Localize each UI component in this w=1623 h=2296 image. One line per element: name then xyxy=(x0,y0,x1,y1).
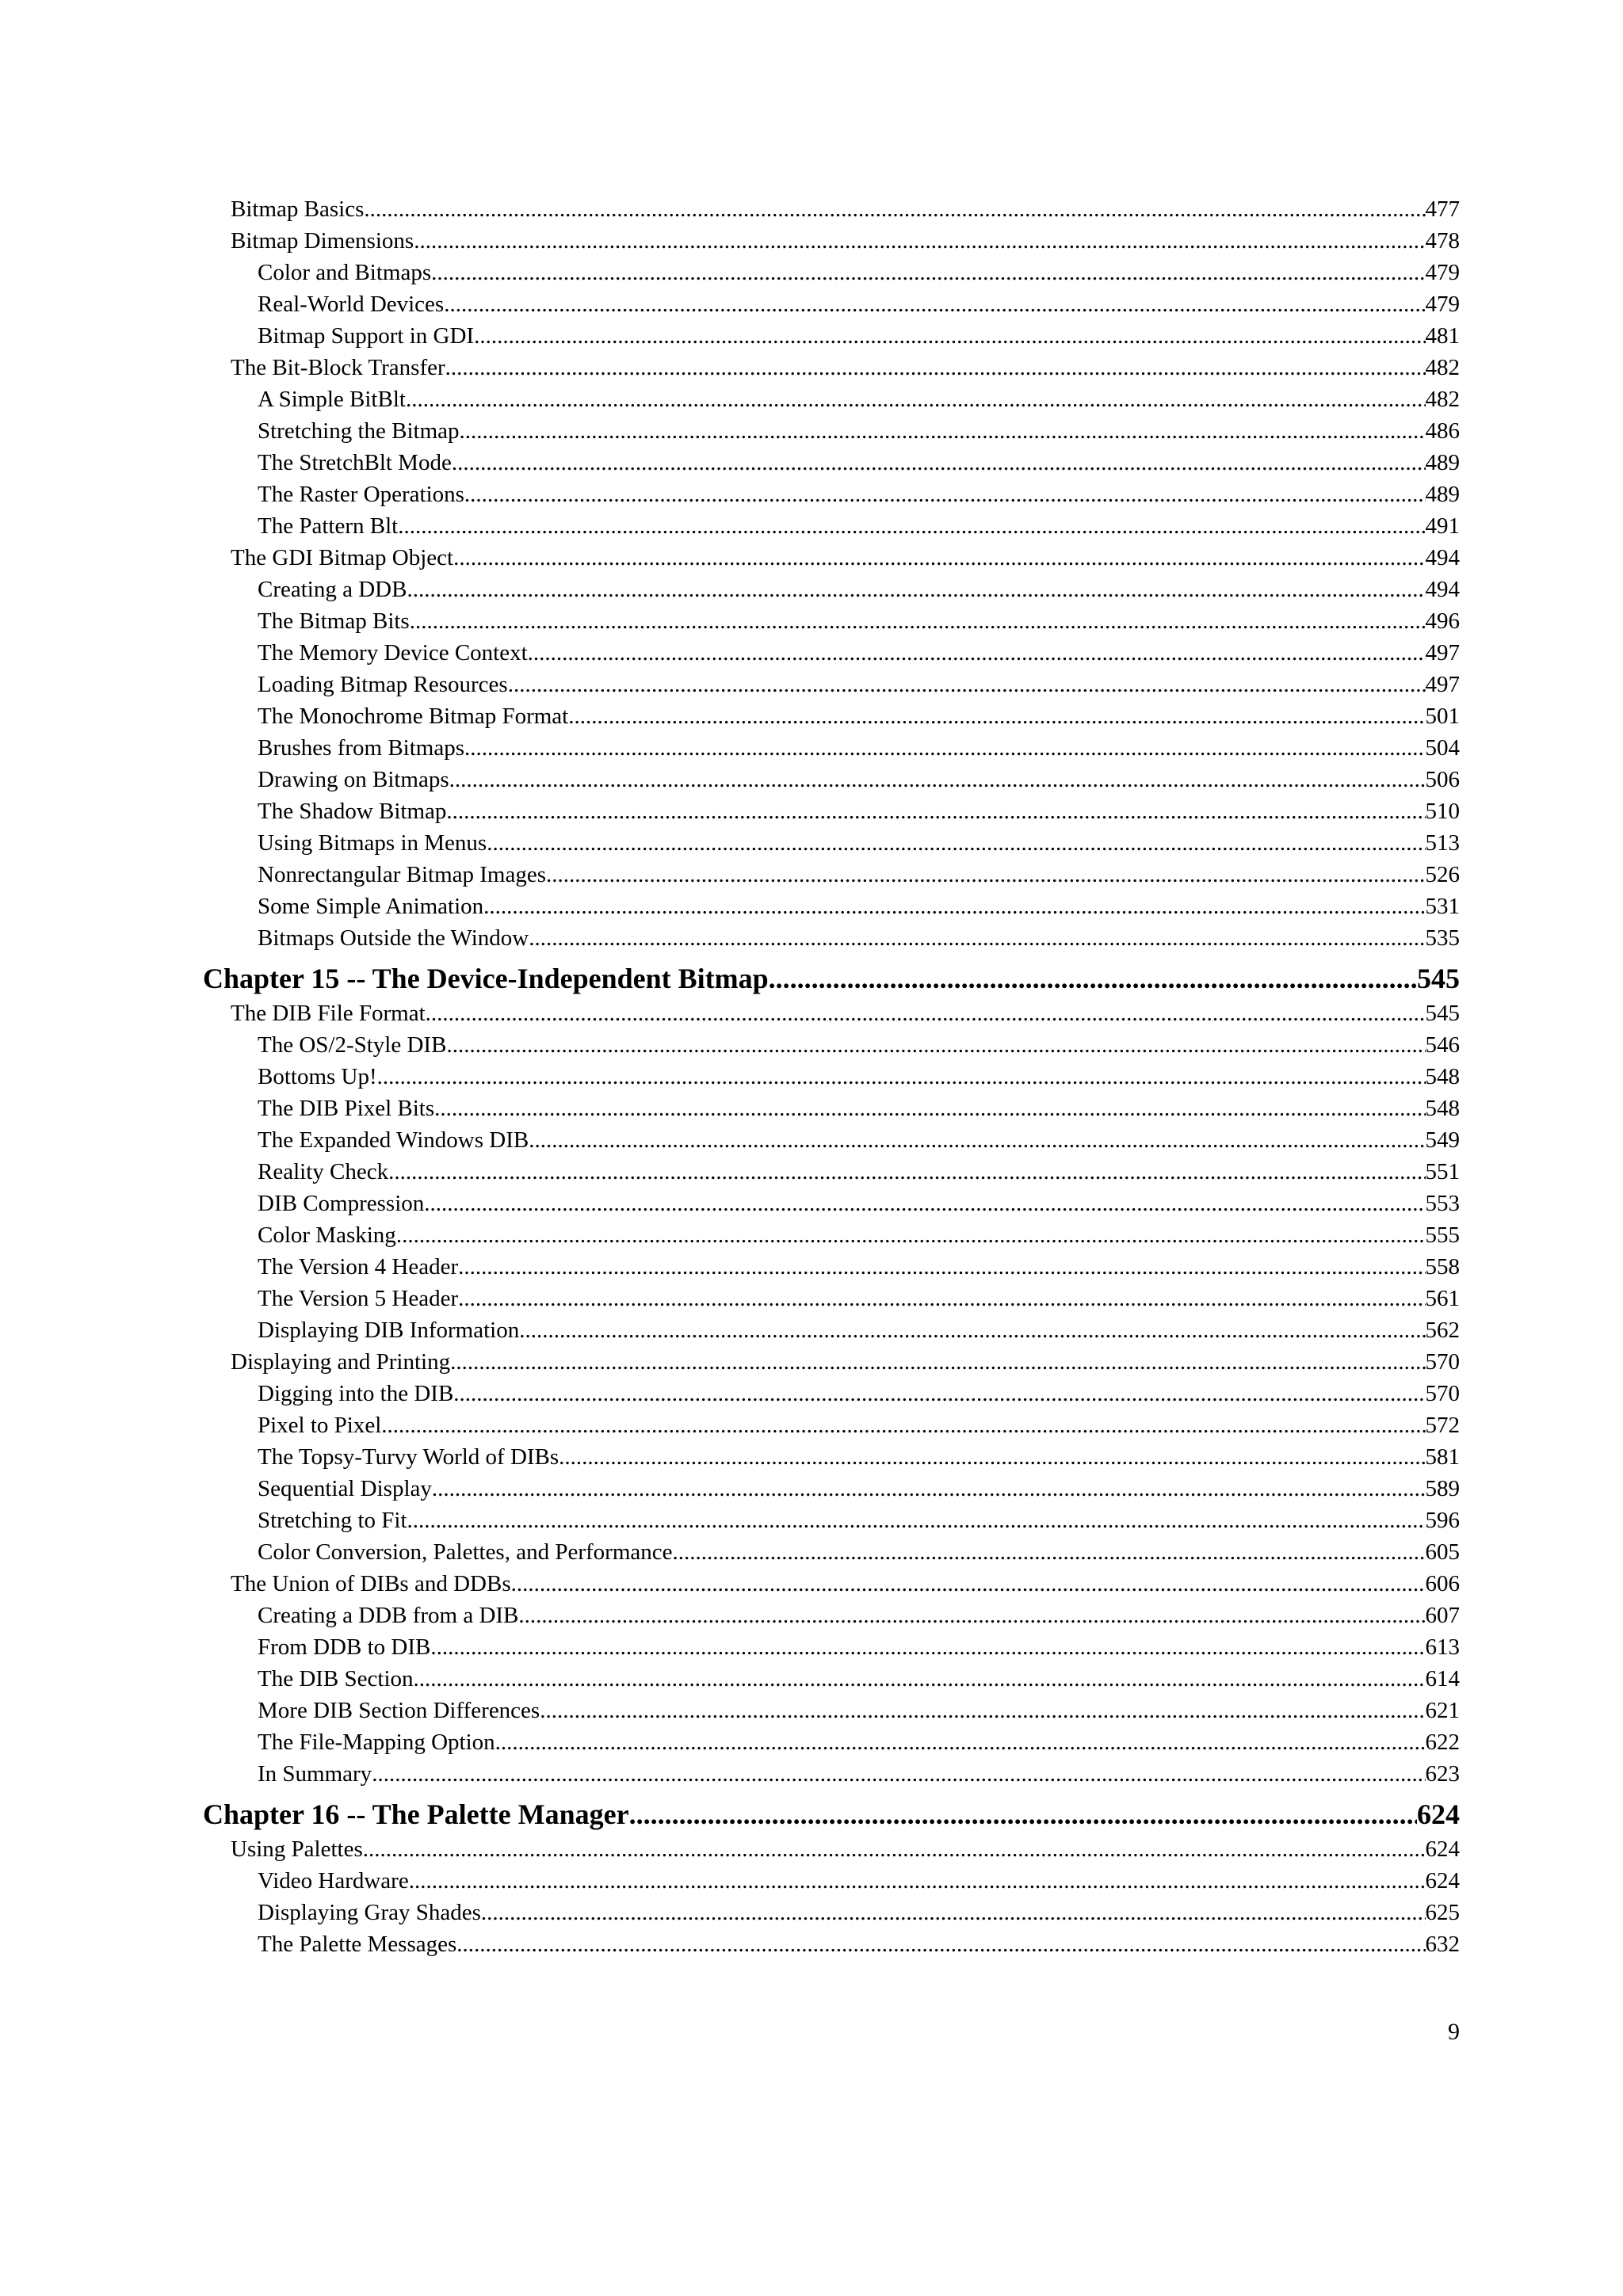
toc-entry-page-number: 501 xyxy=(1425,704,1460,729)
dot-leader xyxy=(559,1441,1425,1473)
toc-entry-title: Drawing on Bitmaps xyxy=(258,767,449,792)
toc-chapter-heading xyxy=(203,961,1460,996)
toc-entry xyxy=(203,320,1460,352)
toc-entry-page-number: 506 xyxy=(1425,767,1460,792)
toc-entry xyxy=(203,700,1460,732)
toc-entry-title: The Union of DIBs and DDBs xyxy=(231,1571,511,1596)
toc-entry-page-number: 546 xyxy=(1425,1032,1460,1058)
toc-entry-page-number: 549 xyxy=(1425,1127,1460,1153)
toc-entry-page-number: 477 xyxy=(1425,196,1460,222)
toc-entry-title: Color Masking xyxy=(258,1222,396,1248)
toc-entry-page-number: 482 xyxy=(1425,355,1460,380)
toc-entry xyxy=(203,1726,1460,1758)
toc-entry-title: Bitmap Basics xyxy=(231,196,365,222)
dot-leader xyxy=(449,764,1426,795)
dot-leader xyxy=(529,1124,1425,1156)
toc-entry xyxy=(203,1314,1460,1346)
toc-entry xyxy=(203,1283,1460,1314)
toc-entry-page-number: 496 xyxy=(1425,608,1460,634)
dot-leader xyxy=(431,257,1425,288)
toc-entry xyxy=(203,827,1460,859)
toc-entry xyxy=(203,1536,1460,1568)
toc-entry-title: The GDI Bitmap Object xyxy=(231,545,454,570)
toc-entry-title: Creating a DDB from a DIB xyxy=(258,1603,519,1628)
toc-entry xyxy=(203,1833,1460,1865)
dot-leader xyxy=(414,1663,1426,1695)
toc-entry-page-number: 570 xyxy=(1425,1381,1460,1406)
toc-chapter-heading xyxy=(203,1797,1460,1832)
toc-entry-page-number: 545 xyxy=(1425,1001,1460,1026)
dot-leader xyxy=(453,542,1425,574)
toc-entry xyxy=(203,447,1460,479)
dot-leader xyxy=(546,859,1426,891)
toc-entry-page-number: 607 xyxy=(1425,1603,1460,1628)
toc-entry-title: Using Bitmaps in Menus xyxy=(258,830,487,856)
toc-entry-title: The StretchBlt Mode xyxy=(258,450,452,475)
toc-entry-title: A Simple BitBlt xyxy=(258,387,406,412)
dot-leader xyxy=(458,1283,1425,1314)
toc-entry-title: Bitmap Support in GDI xyxy=(258,323,475,349)
dot-leader xyxy=(381,1409,1425,1441)
toc-entry-title: Real-World Devices xyxy=(258,292,445,317)
toc-entry xyxy=(203,383,1460,415)
toc-entry xyxy=(203,1505,1460,1536)
toc-entry-title: Bottoms Up! xyxy=(258,1064,377,1089)
toc-entry-page-number: 510 xyxy=(1425,799,1460,824)
toc-entry-page-number: 624 xyxy=(1425,1836,1460,1862)
toc-entry xyxy=(203,510,1460,542)
toc-entry-page-number: 535 xyxy=(1425,925,1460,951)
toc-entry-page-number: 478 xyxy=(1425,228,1460,254)
toc-entry-page-number: 486 xyxy=(1425,418,1460,444)
toc-entry xyxy=(203,1600,1460,1631)
toc-entry-page-number: 558 xyxy=(1425,1254,1460,1280)
toc-entry xyxy=(203,1093,1460,1124)
toc-entry-page-number: 622 xyxy=(1425,1730,1460,1755)
toc-entry-page-number: 606 xyxy=(1425,1571,1460,1596)
dot-leader xyxy=(481,1897,1426,1928)
toc-entry-title: Sequential Display xyxy=(258,1476,432,1501)
toc-entry-title: Some Simple Animation xyxy=(258,894,484,919)
toc-entry-title: Chapter 15 -- The Device-Independent Bitmap xyxy=(203,963,769,994)
toc-entry-page-number: 494 xyxy=(1425,577,1460,602)
toc-entry xyxy=(203,574,1460,605)
toc-entry-title: From DDB to DIB xyxy=(258,1634,431,1660)
toc-entry xyxy=(203,1409,1460,1441)
toc-entry-title: The Version 4 Header xyxy=(258,1254,459,1280)
toc-entry xyxy=(203,1378,1460,1409)
toc-entry-page-number: 545 xyxy=(1417,963,1460,994)
dot-leader xyxy=(444,288,1425,320)
toc-entry-title: Using Palettes xyxy=(231,1836,363,1862)
toc-entry-title: The DIB File Format xyxy=(231,1001,426,1026)
toc-entry xyxy=(203,1568,1460,1600)
toc-entry-title: Digging into the DIB xyxy=(258,1381,454,1406)
toc-entry-title: Bitmap Dimensions xyxy=(231,228,414,254)
dot-leader xyxy=(406,383,1426,415)
dot-leader xyxy=(487,827,1425,859)
toc-entry-page-number: 494 xyxy=(1425,545,1460,570)
toc-entry-page-number: 479 xyxy=(1425,292,1460,317)
dot-leader xyxy=(407,1505,1426,1536)
dot-leader xyxy=(364,193,1425,225)
toc-entry-title: The DIB Pixel Bits xyxy=(258,1096,435,1121)
toc-entry-title: Stretching the Bitmap xyxy=(258,418,460,444)
toc-entry-page-number: 531 xyxy=(1425,894,1460,919)
toc-entry-page-number: 621 xyxy=(1425,1698,1460,1723)
toc-entry-page-number: 572 xyxy=(1425,1413,1460,1438)
toc-entry-title: Pixel to Pixel xyxy=(258,1413,382,1438)
dot-leader xyxy=(474,320,1425,352)
toc-entry xyxy=(203,542,1460,574)
toc-entry-title: The Bit-Block Transfer xyxy=(231,355,445,380)
dot-leader xyxy=(377,1061,1426,1093)
dot-leader xyxy=(446,795,1425,827)
toc-entry xyxy=(203,1188,1460,1219)
toc-entry-title: The Palette Messages xyxy=(258,1932,457,1957)
dot-leader xyxy=(511,1568,1426,1600)
toc-entry xyxy=(203,415,1460,447)
dot-leader xyxy=(518,1600,1425,1631)
toc-entry-page-number: 562 xyxy=(1425,1318,1460,1343)
toc-entry-page-number: 497 xyxy=(1425,640,1460,666)
toc-entry xyxy=(203,1631,1460,1663)
dot-leader xyxy=(453,1378,1425,1409)
toc-entry-title: Displaying Gray Shades xyxy=(258,1900,481,1925)
toc-entry-page-number: 489 xyxy=(1425,482,1460,507)
toc-entry xyxy=(203,637,1460,669)
toc-entry-title: DIB Compression xyxy=(258,1191,425,1216)
dot-leader xyxy=(769,961,1417,996)
toc-entry xyxy=(203,1695,1460,1726)
toc-entry-page-number: 497 xyxy=(1425,672,1460,697)
dot-leader xyxy=(430,1631,1425,1663)
toc-entry xyxy=(203,1897,1460,1928)
toc-entry-title: The Shadow Bitmap xyxy=(258,799,447,824)
dot-leader xyxy=(495,1726,1426,1758)
toc-entry-title: The Raster Operations xyxy=(258,482,464,507)
toc-entry-page-number: 489 xyxy=(1425,450,1460,475)
toc-entry-page-number: 548 xyxy=(1425,1064,1460,1089)
toc-entry xyxy=(203,1758,1460,1790)
toc-entry-title: The DIB Section xyxy=(258,1666,414,1691)
toc-entry xyxy=(203,997,1460,1029)
toc-entry xyxy=(203,891,1460,922)
page-number: 9 xyxy=(1448,2019,1460,2045)
toc-entry-title: Chapter 16 -- The Palette Manager xyxy=(203,1798,629,1830)
dot-leader xyxy=(456,1928,1425,1960)
dot-leader xyxy=(460,415,1426,447)
toc-entry-title: Bitmaps Outside the Window xyxy=(258,925,529,951)
toc-entry-page-number: 624 xyxy=(1425,1868,1460,1894)
toc-entry-title: The Expanded Windows DIB xyxy=(258,1127,529,1153)
toc-entry-title: Reality Check xyxy=(258,1159,389,1184)
toc-entry xyxy=(203,288,1460,320)
dot-leader xyxy=(450,1346,1425,1378)
toc-entry-title: Displaying DIB Information xyxy=(258,1318,520,1343)
dot-leader xyxy=(629,1797,1417,1832)
toc-entry xyxy=(203,352,1460,383)
dot-leader xyxy=(396,1219,1426,1251)
toc-entry xyxy=(203,859,1460,891)
toc-entry-page-number: 551 xyxy=(1425,1159,1460,1184)
toc-entry-page-number: 513 xyxy=(1425,830,1460,856)
toc-entry xyxy=(203,669,1460,700)
toc-entry-page-number: 526 xyxy=(1425,862,1460,887)
toc-entry-title: Loading Bitmap Resources xyxy=(258,672,508,697)
dot-leader xyxy=(363,1833,1426,1865)
toc-entry xyxy=(203,605,1460,637)
toc-entry-page-number: 623 xyxy=(1425,1761,1460,1787)
toc-entry-page-number: 555 xyxy=(1425,1222,1460,1248)
toc-entry-title: Brushes from Bitmaps xyxy=(258,735,464,761)
dot-leader xyxy=(432,1473,1426,1505)
dot-leader xyxy=(452,447,1426,479)
toc-entry-title: Displaying and Printing xyxy=(231,1349,451,1375)
toc-entry-page-number: 605 xyxy=(1425,1539,1460,1565)
toc-entry xyxy=(203,1346,1460,1378)
toc-entry xyxy=(203,1124,1460,1156)
toc-entry xyxy=(203,764,1460,795)
toc-entry-page-number: 632 xyxy=(1425,1932,1460,1957)
toc-entry xyxy=(203,225,1460,257)
dot-leader xyxy=(528,637,1426,669)
dot-leader xyxy=(398,510,1425,542)
toc-entry xyxy=(203,1251,1460,1283)
dot-leader xyxy=(508,669,1426,700)
toc-entry-page-number: 553 xyxy=(1425,1191,1460,1216)
dot-leader xyxy=(414,225,1425,257)
toc-entry-title: Stretching to Fit xyxy=(258,1508,407,1533)
toc-entry-page-number: 491 xyxy=(1425,513,1460,539)
table-of-contents xyxy=(203,193,1460,1960)
toc-entry-page-number: 561 xyxy=(1425,1286,1460,1311)
dot-leader xyxy=(568,700,1425,732)
toc-entry-title: The Bitmap Bits xyxy=(258,608,410,634)
toc-entry-title: The OS/2-Style DIB xyxy=(258,1032,447,1058)
toc-entry xyxy=(203,1219,1460,1251)
toc-entry xyxy=(203,795,1460,827)
toc-entry-page-number: 482 xyxy=(1425,387,1460,412)
toc-entry-title: In Summary xyxy=(258,1761,372,1787)
toc-entry-page-number: 479 xyxy=(1425,260,1460,285)
toc-entry-title: The Pattern Blt xyxy=(258,513,399,539)
dot-leader xyxy=(445,352,1426,383)
dot-leader xyxy=(540,1695,1425,1726)
dot-leader xyxy=(409,1865,1426,1897)
toc-entry xyxy=(203,1441,1460,1473)
dot-leader xyxy=(519,1314,1425,1346)
toc-entry-title: The Version 5 Header xyxy=(258,1286,459,1311)
dot-leader xyxy=(434,1093,1425,1124)
toc-entry xyxy=(203,732,1460,764)
toc-entry-page-number: 625 xyxy=(1425,1900,1460,1925)
toc-entry xyxy=(203,1156,1460,1188)
toc-entry-title: Video Hardware xyxy=(258,1868,409,1894)
toc-entry xyxy=(203,1473,1460,1505)
toc-entry-page-number: 570 xyxy=(1425,1349,1460,1375)
dot-leader xyxy=(673,1536,1426,1568)
toc-entry xyxy=(203,922,1460,954)
dot-leader xyxy=(483,891,1425,922)
toc-entry-page-number: 481 xyxy=(1425,323,1460,349)
toc-entry-title: The Monochrome Bitmap Format xyxy=(258,704,569,729)
toc-entry-page-number: 596 xyxy=(1425,1508,1460,1533)
dot-leader xyxy=(426,997,1426,1029)
toc-entry xyxy=(203,1663,1460,1695)
toc-entry-title: Color and Bitmaps xyxy=(258,260,432,285)
toc-entry-page-number: 504 xyxy=(1425,735,1460,761)
toc-entry-title: Creating a DDB xyxy=(258,577,407,602)
toc-entry-page-number: 581 xyxy=(1425,1444,1460,1470)
toc-entry-page-number: 624 xyxy=(1417,1798,1460,1830)
toc-entry xyxy=(203,479,1460,510)
toc-entry xyxy=(203,1928,1460,1960)
toc-entry-title: Nonrectangular Bitmap Images xyxy=(258,862,546,887)
toc-entry-page-number: 548 xyxy=(1425,1096,1460,1121)
dot-leader xyxy=(458,1251,1425,1283)
dot-leader xyxy=(388,1156,1425,1188)
toc-entry xyxy=(203,1029,1460,1061)
dot-leader xyxy=(424,1188,1425,1219)
toc-entry xyxy=(203,257,1460,288)
toc-entry-title: The Memory Device Context xyxy=(258,640,528,666)
toc-entry-title: More DIB Section Differences xyxy=(258,1698,540,1723)
toc-entry-page-number: 589 xyxy=(1425,1476,1460,1501)
toc-entry-title: The File-Mapping Option xyxy=(258,1730,495,1755)
toc-entry xyxy=(203,1061,1460,1093)
dot-leader xyxy=(464,479,1426,510)
toc-entry-page-number: 613 xyxy=(1425,1634,1460,1660)
dot-leader xyxy=(372,1758,1425,1790)
dot-leader xyxy=(407,574,1425,605)
dot-leader xyxy=(464,732,1426,764)
toc-entry-title: The Topsy-Turvy World of DIBs xyxy=(258,1444,559,1470)
dot-leader xyxy=(446,1029,1425,1061)
toc-entry xyxy=(203,1865,1460,1897)
toc-entry xyxy=(203,193,1460,225)
toc-entry-title: Color Conversion, Palettes, and Performance xyxy=(258,1539,673,1565)
toc-entry-page-number: 614 xyxy=(1425,1666,1460,1691)
dot-leader xyxy=(410,605,1426,637)
dot-leader xyxy=(529,922,1425,954)
